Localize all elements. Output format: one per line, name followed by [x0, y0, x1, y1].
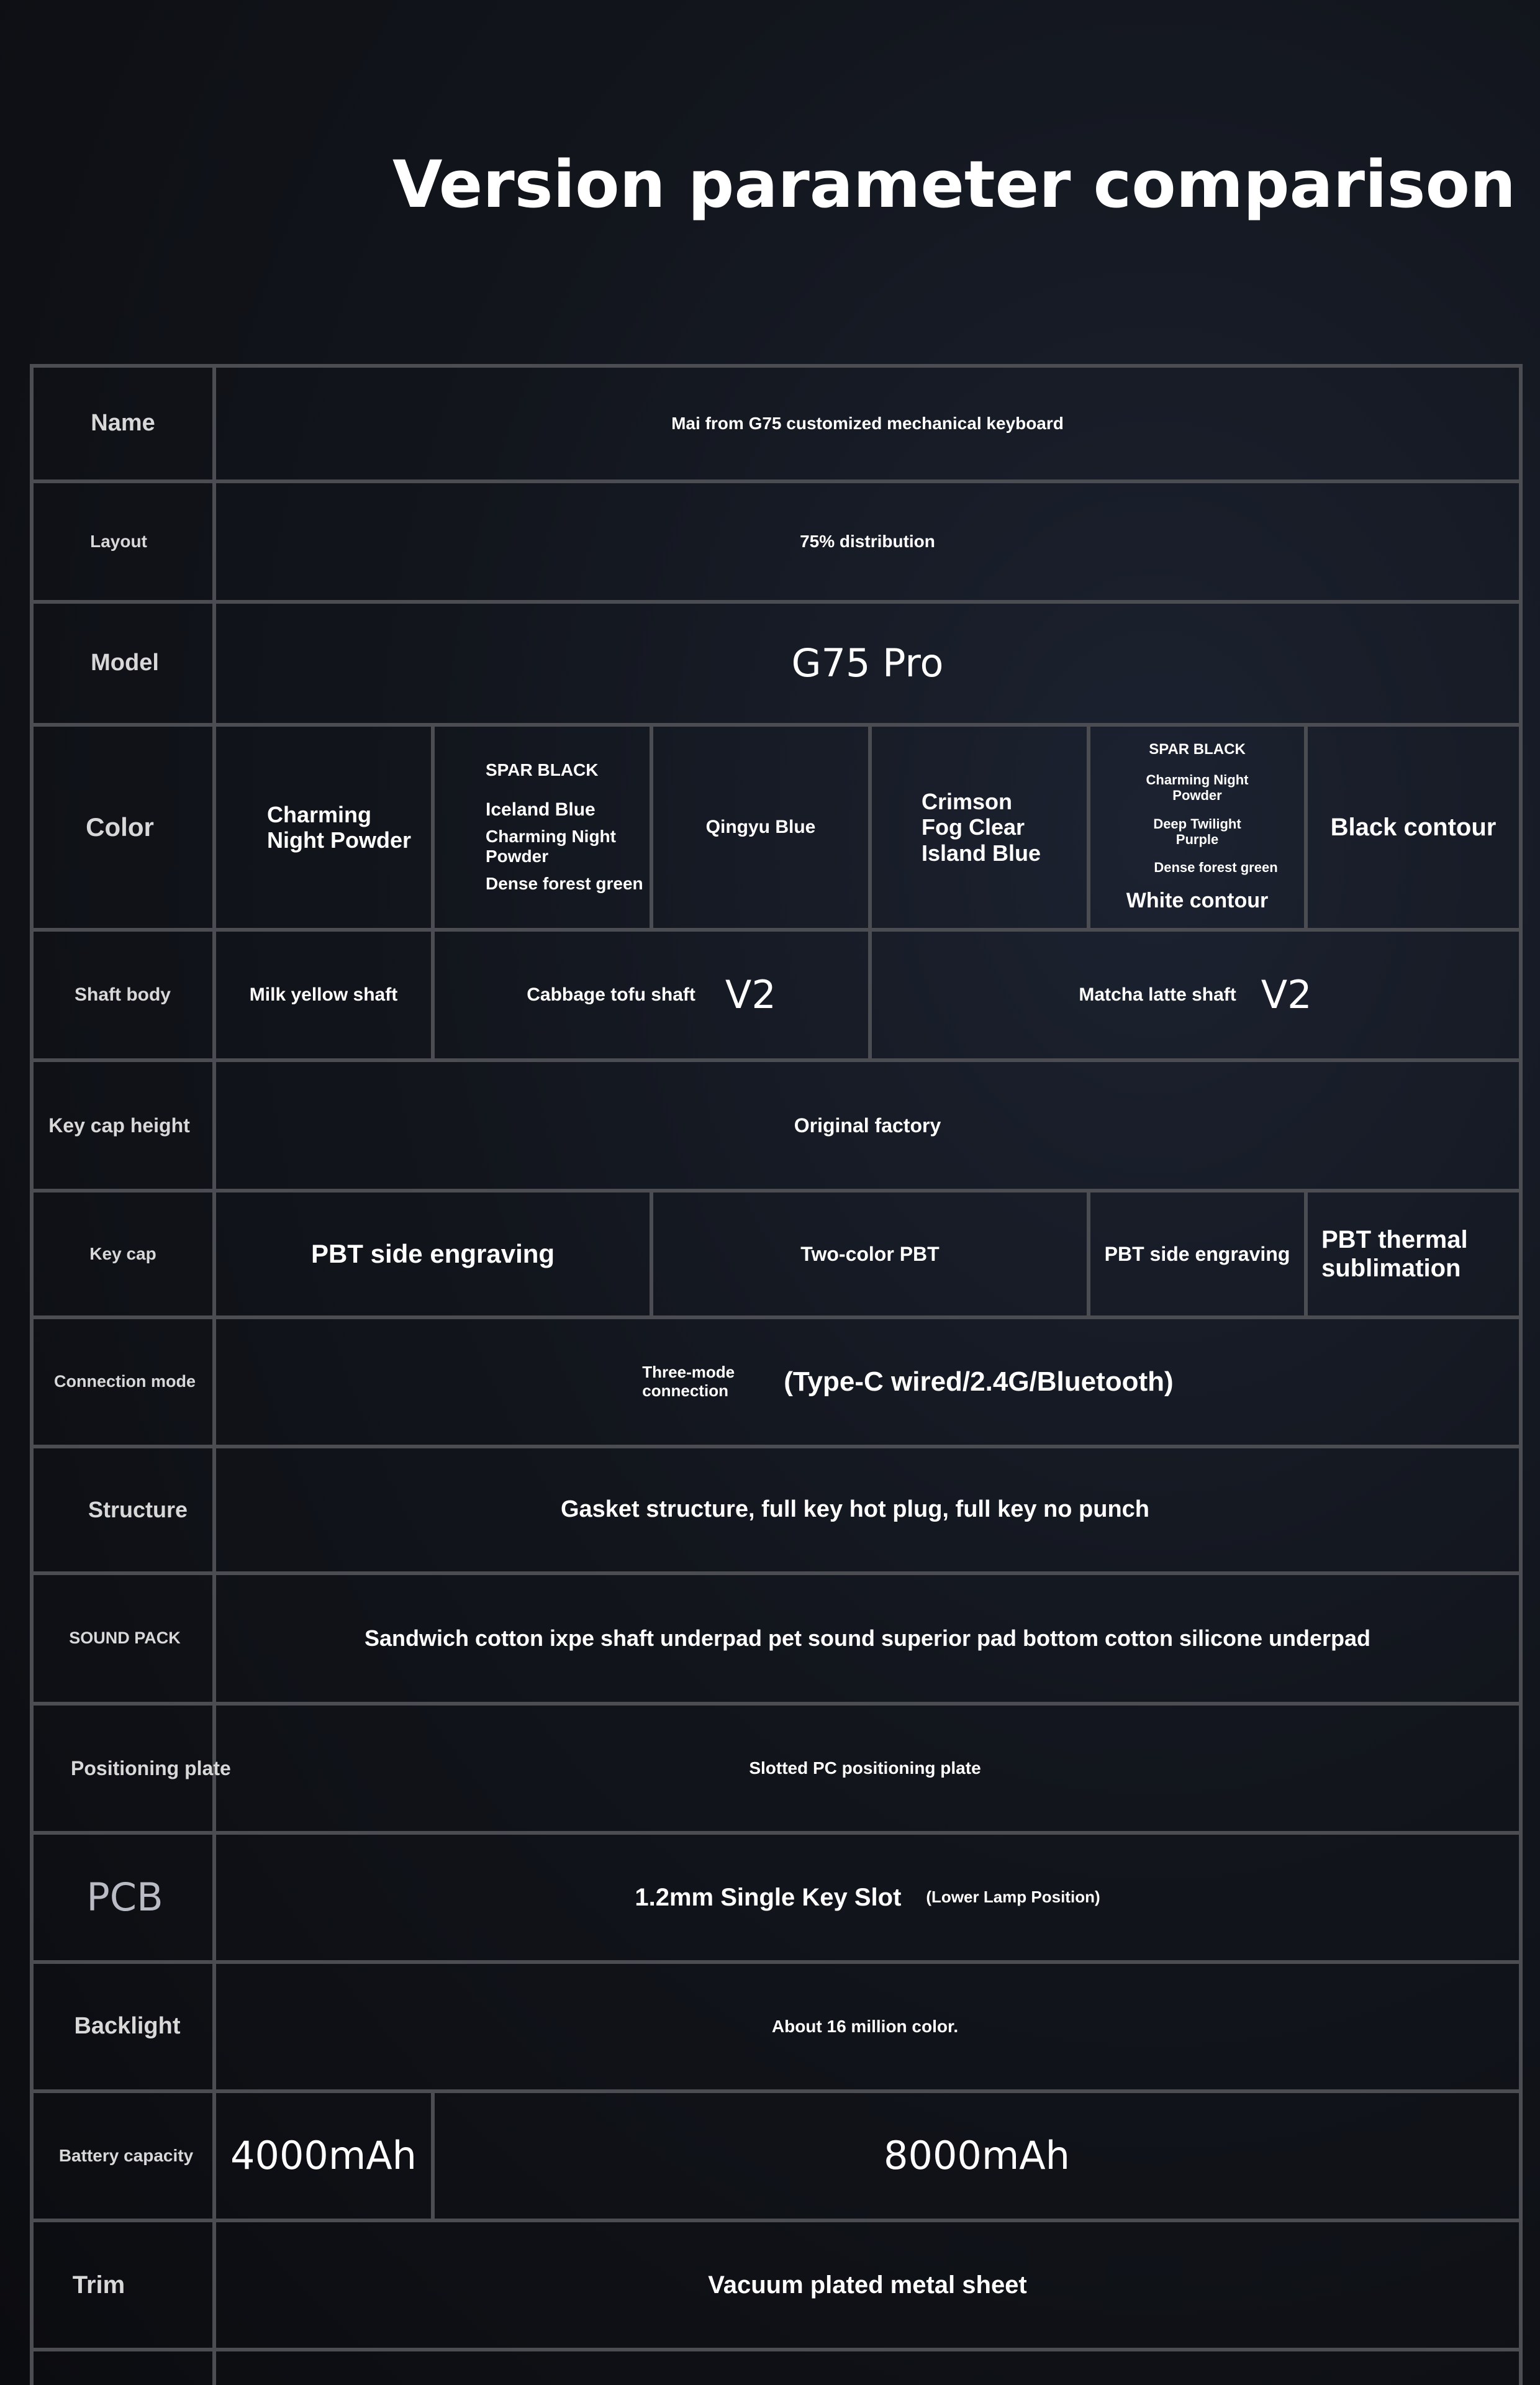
pcb-value: 1.2mm Single Key Slot (Lower Lamp Position): [635, 1884, 1100, 1911]
row-divider: [30, 2348, 1523, 2351]
column-divider: [431, 723, 435, 932]
shaft-matcha-latte: Matcha latte shaft V2: [1079, 972, 1312, 1018]
backlight-value: About 16 million color.: [771, 2016, 959, 2036]
row-label-battery-capacity: Battery capacity: [58, 2145, 194, 2165]
row-label-layout: Layout: [90, 531, 147, 551]
row-label-positioning-plate: Positioning plate: [71, 1756, 231, 1779]
row-label-sound-pack: SOUND PACK: [69, 1629, 181, 1648]
keycap-pbt-side-engraving: PBT side engraving: [310, 1238, 555, 1268]
v2-badge: V2: [1261, 972, 1312, 1018]
row-label-keycap-height: Key cap height: [48, 1114, 190, 1137]
v2-badge: V2: [725, 972, 776, 1018]
keycap-height-value: Original factory: [794, 1114, 941, 1137]
trim-value: Vacuum plated metal sheet: [708, 2271, 1027, 2299]
color-qingyu-blue: Qingyu Blue: [705, 816, 816, 837]
shaft-milk-yellow: Milk yellow shaft: [249, 984, 398, 1005]
row-label-connection-mode: Connection mode: [54, 1372, 196, 1391]
keycap-pbt-thermal-sublimation: PBT thermal sublimation: [1321, 1226, 1468, 1282]
color-spar-black-group: SPAR BLACK Iceland Blue Charming Night Powder Dense forest green: [486, 760, 643, 894]
structure-value: Gasket structure, full key hot plug, full key no punch: [560, 1496, 1150, 1523]
shaft-cabbage-tofu: Cabbage tofu shaft V2: [527, 972, 776, 1018]
model-value: G75 Pro: [791, 640, 944, 686]
row-label-model: Model: [91, 650, 159, 676]
row-label-color: Color: [86, 812, 154, 842]
color-white-contour-group: SPAR BLACK Charming Night Powder Deep Twilight Purple Dense forest green White contour: [1126, 741, 1278, 913]
row-label-keycap: Key cap: [89, 1243, 156, 1263]
battery-4000mah: 4000mAh: [230, 2133, 417, 2179]
row-label-name: Name: [91, 410, 155, 437]
name-value: Mai from G75 customized mechanical keyboard: [671, 413, 1064, 433]
sound-pack-value: Sandwich cotton ixpe shaft underpad pet sound superior pad bottom cotton silicone underpad: [364, 1625, 1371, 1651]
row-label-shaft-body: Shaft body: [75, 984, 171, 1005]
row-label-pcb: PCB: [86, 1874, 163, 1920]
keycap-pbt-side-engraving-2: PBT side engraving: [1104, 1242, 1290, 1265]
layout-value: 75% distribution: [800, 531, 935, 551]
keycap-two-color-pbt: Two-color PBT: [800, 1242, 940, 1265]
battery-8000mah: 8000mAh: [884, 2133, 1070, 2179]
column-divider: [868, 723, 872, 932]
color-charming-night-powder: Charming Night Powder: [267, 801, 411, 853]
row-label-trim: Trim: [72, 2271, 125, 2299]
positioning-plate-value: Slotted PC positioning plate: [749, 1758, 981, 1778]
page-title: Version parameter comparison: [392, 147, 1516, 222]
color-black-contour: Black contour: [1330, 814, 1497, 841]
row-label-structure: Structure: [88, 1497, 188, 1523]
column-divider: [1519, 364, 1523, 2385]
row-label-backlight: Backlight: [74, 2013, 181, 2040]
connection-value: Three-mode connection (Type-C wired/2.4G/Bluetooth): [642, 1363, 1174, 1400]
color-crimson-fog-clear: Crimson Fog Clear Island Blue: [922, 788, 1041, 866]
